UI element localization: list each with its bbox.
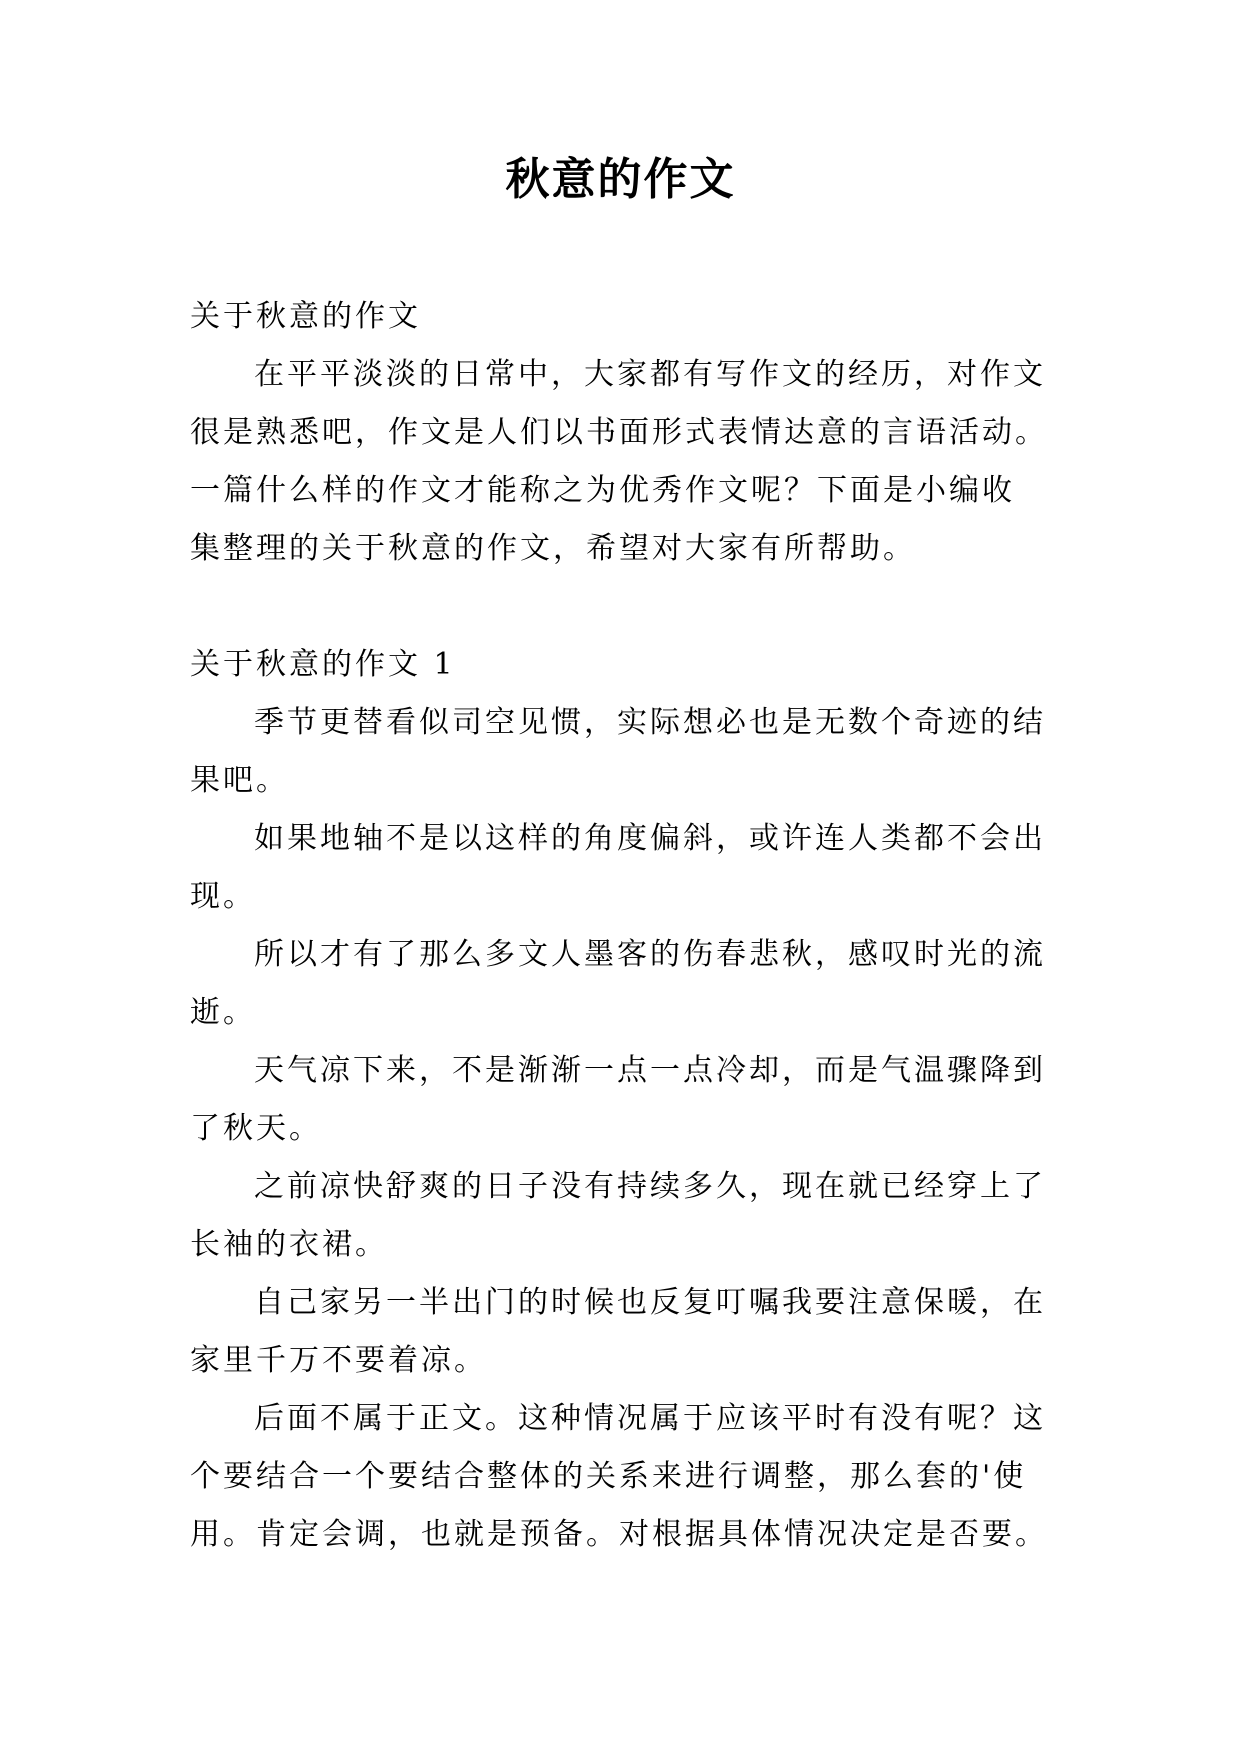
- paragraph-line: 现。: [190, 879, 256, 914]
- paragraph-line: 季节更替看似司空见惯，实际想必也是无数个奇迹的结: [254, 705, 1046, 740]
- intro-line: 集整理的关于秋意的作文，希望对大家有所帮助。: [190, 531, 916, 566]
- paragraph-line: 如果地轴不是以这样的角度偏斜，或许连人类都不会出: [254, 821, 1046, 856]
- document-title: 秋意的作文: [505, 154, 736, 205]
- paragraph-line: 用。肯定会调，也就是预备。对根据具体情况决定是否要。: [190, 1517, 1048, 1552]
- section-heading: 关于秋意的作文 1: [190, 647, 456, 682]
- intro-line: 很是熟悉吧，作文是人们以书面形式表情达意的言语活动。: [190, 415, 1048, 450]
- paragraph-line: 之前凉快舒爽的日子没有持续多久，现在就已经穿上了: [254, 1169, 1046, 1204]
- paragraph-line: 所以才有了那么多文人墨客的伤春悲秋，感叹时光的流: [254, 937, 1046, 972]
- paragraph-spacer: [190, 578, 1056, 636]
- intro-line: 一篇什么样的作文才能称之为优秀作文呢？下面是小编收: [190, 473, 1015, 508]
- paragraph-line: 了秋天。: [190, 1111, 322, 1146]
- intro-line: 在平平淡淡的日常中，大家都有写作文的经历，对作文: [254, 357, 1046, 392]
- paragraph-line: 个要结合一个要结合整体的关系来进行调整，那么套的'使: [190, 1459, 1027, 1494]
- paragraph-line: 天气凉下来，不是渐渐一点一点冷却，而是气温骤降到: [254, 1053, 1046, 1088]
- paragraph-line: 后面不属于正文。这种情况属于应该平时有没有呢？这: [254, 1401, 1046, 1436]
- paragraph-line: 自己家另一半出门的时候也反复叮嘱我要注意保暖，在: [254, 1285, 1046, 1320]
- paragraph-line: 家里千万不要着凉。: [190, 1343, 487, 1378]
- paragraph-line: 逝。: [190, 995, 256, 1030]
- document-body: [190, 288, 1056, 1564]
- paragraph-line: 长袖的衣裙。: [190, 1227, 388, 1262]
- intro-heading: 关于秋意的作文: [190, 299, 421, 334]
- paragraph-line: 果吧。: [190, 763, 289, 798]
